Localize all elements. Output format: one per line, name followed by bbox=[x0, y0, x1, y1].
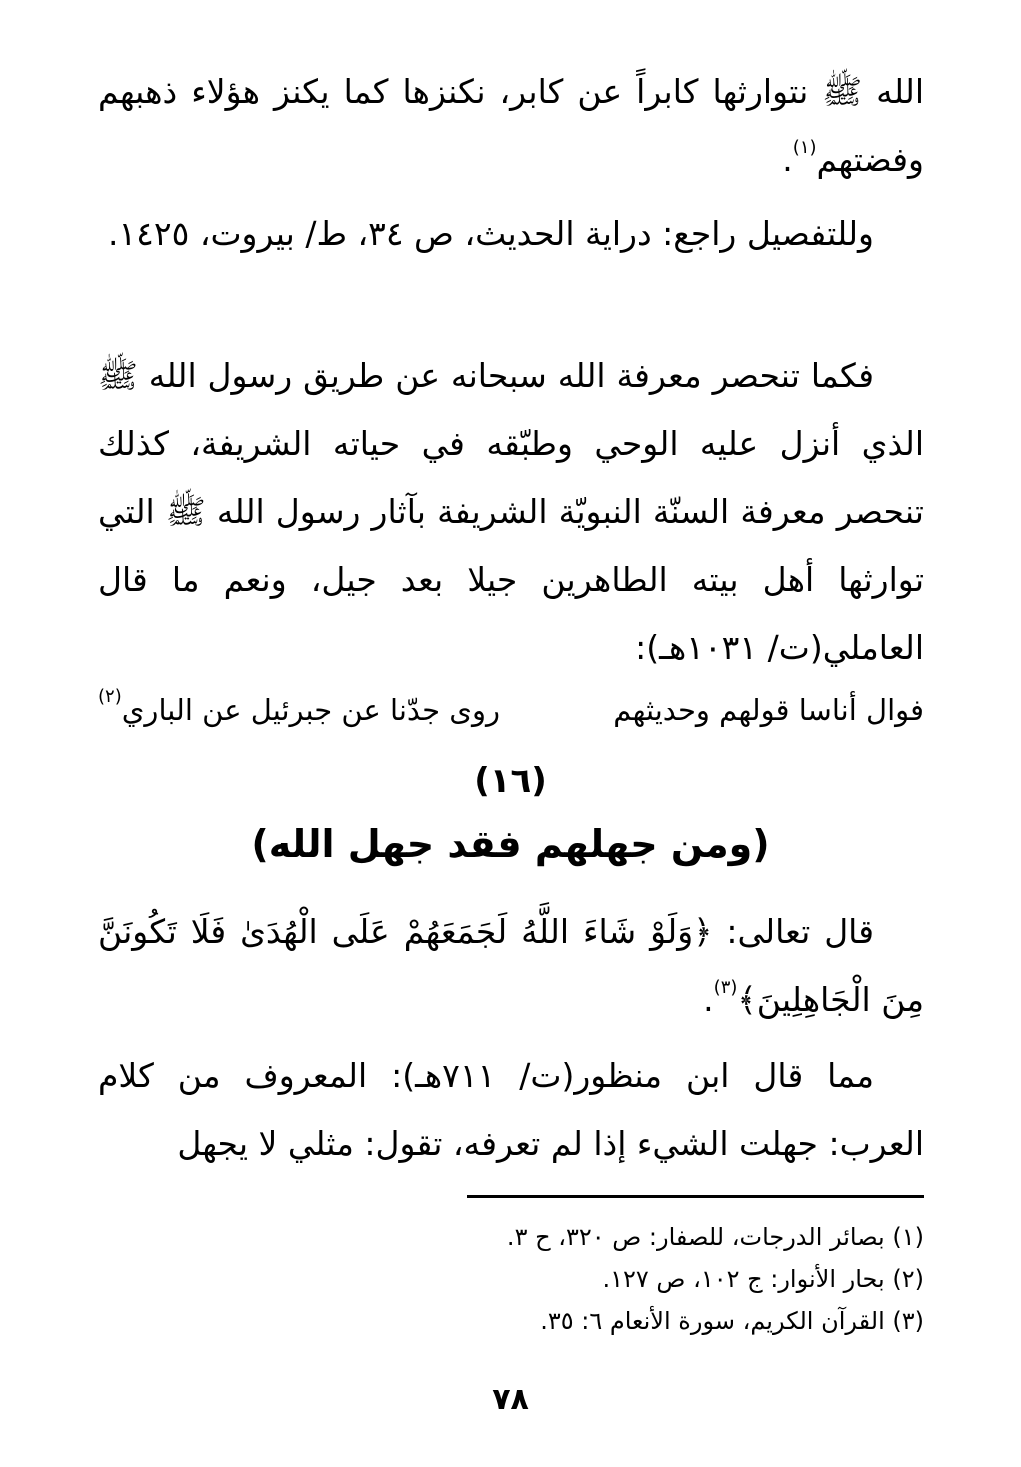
footnote-ref-3: (٣) bbox=[713, 977, 738, 998]
paragraph-end: . bbox=[782, 140, 793, 179]
footnote-2: (٢) بحار الأنوار: ج ١٠٢، ص ١٢٧. bbox=[602, 1265, 924, 1293]
section-title: (ومن جهلهم فقد جهل الله) bbox=[251, 822, 770, 866]
footnote-3: (٣) القرآن الكريم، سورة الأنعام ٦: ٣٥. bbox=[540, 1307, 924, 1335]
poem-second-hemistich-wrap bbox=[98, 688, 500, 732]
poem-second-hemistich: روى جدّنا عن جبرئيل عن الباري bbox=[121, 693, 500, 727]
paragraph-text: الله ﷺ نتوارثها كابراً عن كابر، نكنزها كما يكنز هؤلاء ذهبهم وفضتهم bbox=[98, 72, 924, 179]
paragraph-end: . bbox=[703, 980, 714, 1019]
section-number: (١٦) bbox=[474, 761, 547, 801]
poem-first-hemistich: فوال أناسا قولهم وحديثهم bbox=[613, 693, 924, 727]
footnote-ref-2: (٢) bbox=[98, 686, 122, 707]
paragraph-knowledge-of-sunnah: فكما تنحصر معرفة الله سبحانه عن طريق رسول الله ﷺ الذي أنزل عليه الوحي وطبّقه في حياته الشريفة، كذلك تنحصر معرفة السنّة النبويّة الشريفة بآثار رسول الله ﷺ التي توارثها أهل بيته الطاهرين جيلا بعد جيل، ونعم ما قال العاملي(ت/ ١٠٣١هـ): bbox=[98, 356, 924, 667]
footnote-ref-1: (١) bbox=[792, 137, 817, 158]
quran-verse-text: قال تعالى: ﴿وَلَوْ شَاءَ اللَّهُ لَجَمَعَهُمْ عَلَى الْهُدَىٰ فَلَا تَكُونَنَّ مِنَ الْجَاهِلِينَ﴾ bbox=[98, 912, 924, 1019]
paragraph-continuation bbox=[98, 58, 924, 194]
footnote-1: (١) بصائر الدرجات، للصفار: ص ٣٢٠، ح ٣. bbox=[506, 1223, 924, 1251]
footnote-divider bbox=[467, 1195, 924, 1198]
paragraph-quran-verse bbox=[98, 898, 924, 1034]
poem-verse bbox=[98, 688, 924, 732]
paragraph-reference: وللتفصيل راجع: دراية الحديث، ص ٣٤، ط/ بيروت، ١٤٢٥. bbox=[107, 214, 874, 253]
footnotes bbox=[300, 1216, 924, 1342]
paragraph-ibn-manzur: مما قال ابن منظور(ت/ ٧١١هـ): المعروف من كلام العرب: جهلت الشيء إذا لم تعرفه، تقول: مثلي لا يجهل bbox=[98, 1056, 924, 1163]
page-number: ٧٨ bbox=[492, 1382, 529, 1417]
